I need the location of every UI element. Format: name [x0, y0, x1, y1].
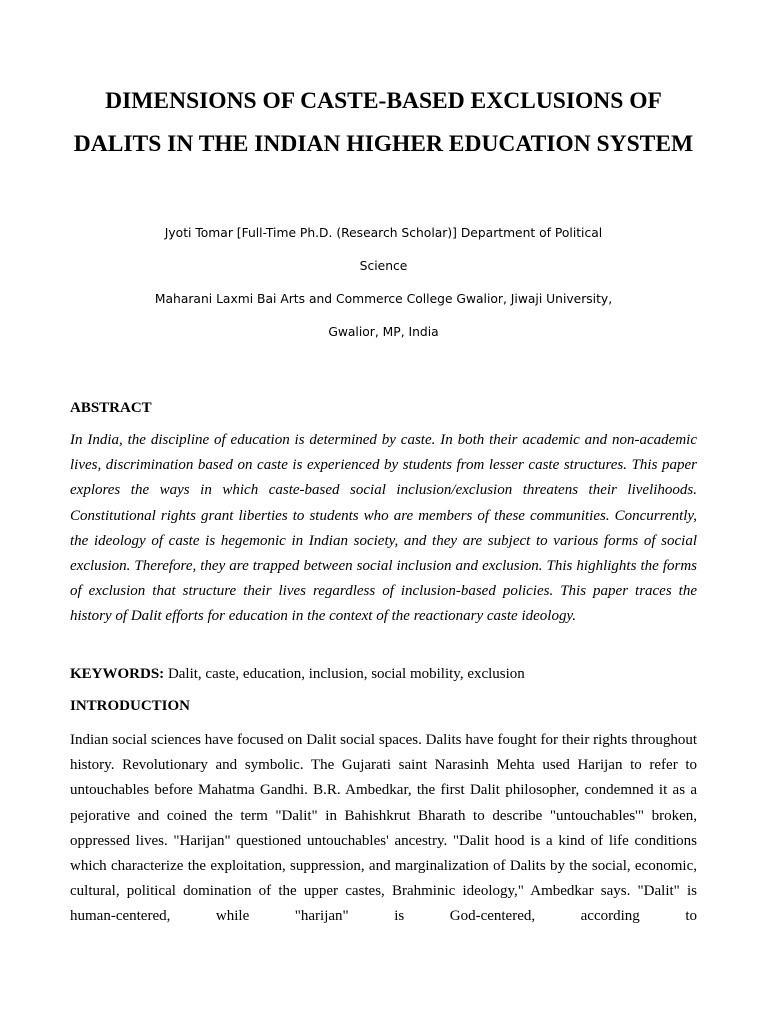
keywords-line: [70, 664, 697, 684]
abstract-text: In India, the discipline of education is determined by caste. In both their academic and non-academic lives, discrimination based on caste is experienced by students from lesser caste structures. This paper explores the ways in which caste-based social inclusion/exclusion threatens their livelihoods. Constitutional rights grant liberties to students who are members of these communities. Concurrently, the ideology of caste is hegemonic in Indian society, and they are subject to various forms of social exclusion. Therefore, they are trapped between social inclusion and exclusion. This highlights the forms of exclusion that structure their lives regardless of inclusion-based policies. This paper traces the history of Dalit efforts for education in the context of the reactionary caste ideology.: [70, 432, 697, 625]
introduction-heading: INTRODUCTION: [70, 698, 191, 714]
affiliation-line: Science: [359, 259, 408, 273]
keywords-label: KEYWORDS:: [70, 666, 165, 682]
paper-title: DIMENSIONS OF CASTE-BASED EXCLUSIONS OF DALITS IN THE INDIAN HIGHER EDUCATION SYSTEM: [73, 88, 694, 157]
abstract-heading: ABSTRACT: [70, 400, 152, 416]
author-affiliation: [70, 217, 697, 349]
affiliation-line: Maharani Laxmi Bai Arts and Commerce College Gwalior, Jiwaji University,: [154, 292, 613, 306]
keywords-text: Dalit, caste, education, inclusion, social mobility, exclusion: [164, 666, 525, 682]
introduction-text: Indian social sciences have focused on Dalit social spaces. Dalits have fought for their rights throughout history. Revolutionary and symbolic. The Gujarati saint Narasinh Mehta used Harijan to refer to untouchables before Mahatma Gandhi. B.R. Ambedkar, the first Dalit philosopher, condemned it as a pejorative and coined the term "Dalit" in Bahishkrut Bharath to describe "untouchables'" broken, oppressed lives. "Harijan" questioned untouchables' ancestry. "Dalit hood is a kind of life conditions which characterize the exploitation, suppression, and marginalization of Dalits by the social, economic, cultural, political domination of the upper castes, Brahminic ideology," Ambedkar says. "Dalit" is human-centered, while "harijan" is God-centered, according to: [70, 732, 697, 925]
affiliation-line: Gwalior, MP, India: [328, 325, 439, 339]
affiliation-line: Jyoti Tomar [Full-Time Ph.D. (Research Scholar)] Department of Political: [164, 226, 603, 240]
